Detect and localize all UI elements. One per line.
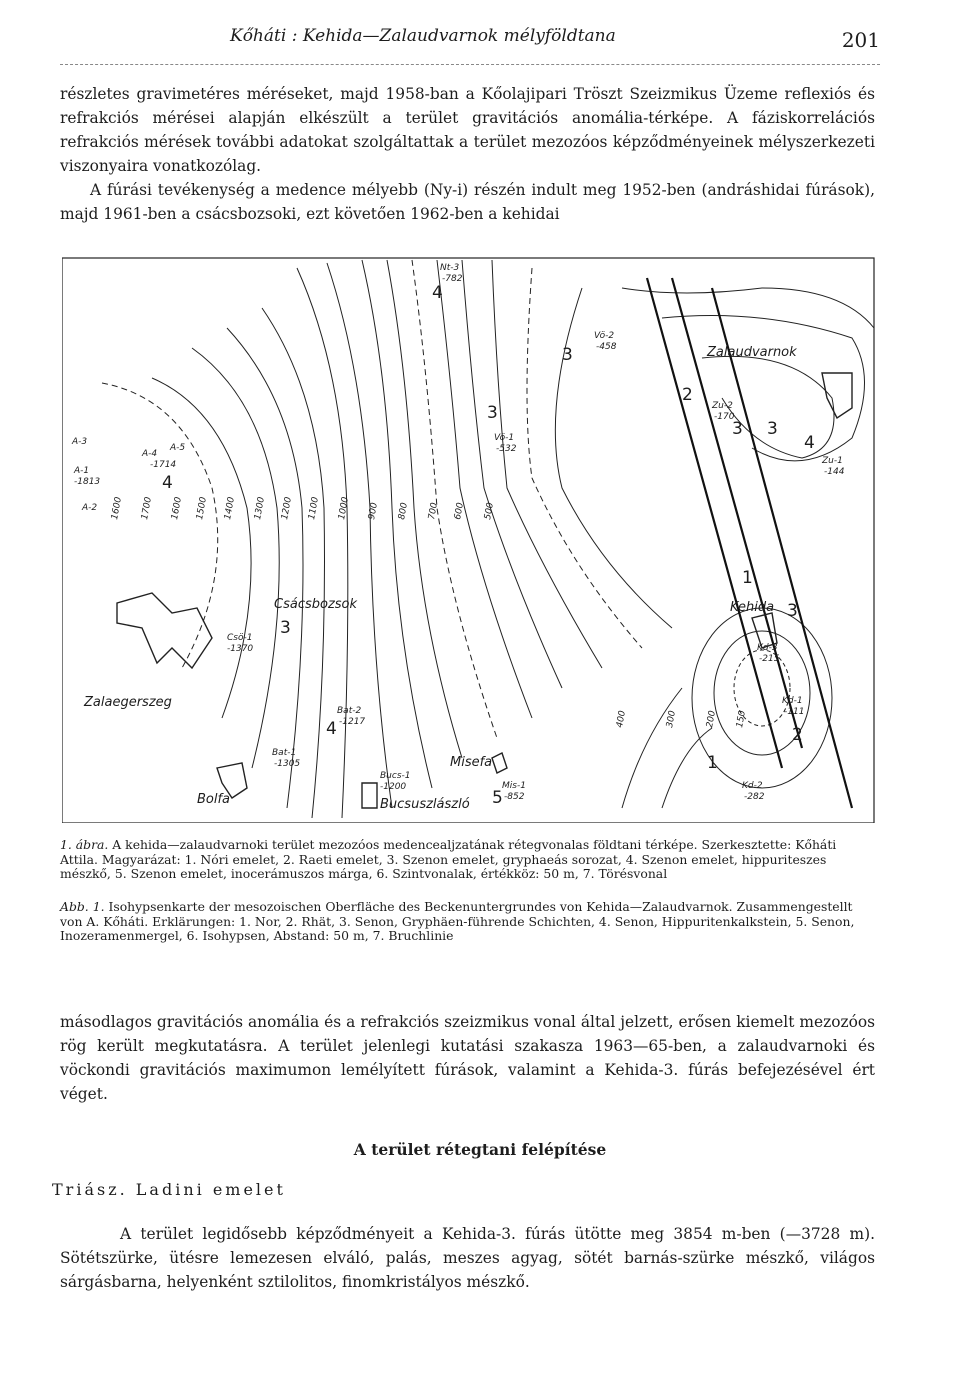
well-label: Kd-3: [757, 643, 778, 653]
well-label: Nt-3: [440, 263, 460, 273]
place-csacsbozsok: Csácsbozsok: [274, 597, 358, 612]
paragraph-1: részletes gravimetéres méréseket, majd 1958-ban a Kőolajipari Tröszt Szeizmikus Üzeme reflexiós és refrakciós mérései alapján elkészült a terület gravitációs anomália-térképe. A fáziskorrelációs refrakciós mérések további adatokat szolgáltattak a terület mezozóos képződményeinek mélyszerkezeti viszonyaira vonatkozólag.: [60, 85, 875, 175]
zone-number: 3: [562, 345, 573, 365]
well-depth: -1714: [150, 460, 177, 470]
well-depth: -1200: [380, 782, 407, 792]
well-depth: -782: [442, 274, 463, 284]
place-kehida: Kehida: [730, 600, 775, 615]
isoline-label: 1600: [110, 496, 124, 521]
figure-caption-de: [60, 900, 875, 944]
isoline-label: 1700: [140, 496, 154, 521]
well-label: Bat-1: [272, 748, 297, 758]
well-depth: -532: [496, 444, 517, 454]
isoline-label: 900: [367, 501, 380, 521]
caption-text: Isohypsenkarte der mesozoischen Oberfläche des Beckenuntergrundes von Kehida—Zalaudvarnok. Zusammengestellt von A. Kőháti. Erklärungen: 1. Nor, 2. Rhät, 3. Senon, Gryphäen-führende Schichten, 4. Senon, Hippuritenkalkstein, 5. Senon, Inozeramenmergel, 6. Isohypsen, Abstand: 50 m, 7. Bruchlinie: [60, 899, 855, 943]
isoline-label: 1100: [307, 496, 321, 521]
zone-number: 3: [787, 601, 798, 621]
isoline-label: 1300: [253, 496, 267, 521]
place-zalaudvarnok: Zalaudvarnok: [707, 345, 797, 360]
well-labels: [71, 263, 845, 802]
well-depth: -458: [596, 342, 617, 352]
isoline-label: 1600: [170, 496, 184, 521]
isoline-label: 400: [615, 709, 628, 729]
well-label: Zu-2: [712, 401, 733, 411]
header-rule: [60, 64, 880, 65]
isoline-label: 1200: [280, 496, 294, 521]
isoline-labels: [110, 496, 748, 729]
well-label: Kd-1: [782, 696, 803, 706]
zone-number: 3: [280, 618, 291, 638]
zone-number: 3: [487, 403, 498, 423]
well-depth: -1217: [339, 717, 366, 727]
well-depth: -144: [824, 467, 845, 477]
page-number: 201: [841, 28, 880, 52]
map-frame: [62, 258, 874, 823]
figure-label: Abb. 1.: [60, 899, 105, 914]
section-title: A terület rétegtani felépítése: [353, 1140, 607, 1159]
well-depth: -111: [784, 707, 805, 717]
subsection-title: Triász. Ladini emelet: [52, 1180, 286, 1199]
zone-number: 4: [162, 473, 173, 493]
isoline-label: 800: [397, 501, 410, 521]
isoline-label: 1400: [223, 496, 237, 521]
well-label: A-4: [142, 449, 158, 459]
zone-number: 1: [742, 568, 753, 588]
zone-numbers: [162, 283, 815, 808]
well-label: A-2: [82, 503, 98, 513]
isoline-label: 150: [735, 709, 748, 729]
well-depth: -1370: [227, 644, 254, 654]
isohypse-map: [62, 248, 877, 823]
zone-number: 5: [492, 788, 503, 808]
well-label: A-1: [74, 466, 90, 476]
zone-number: 4: [804, 433, 815, 453]
well-label: Bucs-1: [380, 771, 411, 781]
paragraph-4: A terület legidősebb képződményeit a Kehida-3. fúrás ütötte meg 3854 m-ben (—3728 m). Sötétszürke, ütésre lemezesen elváló, palás, meszes agyag, sötét barnás-szürke mészkő, világos sárgásbarna, helyenként sztilolitos, finomkristályos mészkő.: [60, 1225, 875, 1291]
zone-number: 1: [707, 753, 718, 773]
well-label: Zu-1: [822, 456, 843, 466]
place-bolfa: Bolfa: [197, 792, 231, 807]
isoline-label: 700: [427, 501, 440, 521]
isoline-label: 200: [705, 709, 718, 729]
well-depth: -1305: [274, 759, 301, 769]
isoline-label: 600: [453, 501, 466, 521]
well-label: Vö-2: [594, 331, 615, 341]
isoline-label: 1500: [195, 496, 209, 521]
well-label: Csö-1: [227, 633, 253, 643]
well-depth: -215: [759, 654, 780, 664]
well-label: Bat-2: [337, 706, 362, 716]
well-label: A-5: [170, 443, 186, 453]
isoline-label: 300: [665, 709, 678, 729]
zone-number: 2: [682, 385, 693, 405]
well-label: Vö-1: [494, 433, 515, 443]
place-misefa: Misefa: [450, 755, 493, 770]
well-depth: -1813: [74, 477, 101, 487]
isoline-label: 1000: [337, 496, 351, 521]
zone-number: 4: [432, 283, 443, 303]
zone-number: 4: [326, 719, 337, 739]
page-header: [60, 20, 880, 60]
well-label: Kd-2: [742, 781, 763, 791]
well-depth: -170: [714, 412, 735, 422]
well-depth: -852: [504, 792, 525, 802]
well-label: A-3: [72, 437, 88, 447]
paragraph-3: másodlagos gravitációs anomália és a refrakciós szeizmikus vonal által jelzett, erősen kiemelt mezozóos rög került megkutatásra. A terület jelenlegi kutatási szakasza 1963—65-ben, a zalaudvarnoki és vöckondi gravitációs maximumon lemélyített fúrások, valamint a Kehida-3. fúrás befejezésével ért véget.: [60, 1013, 875, 1103]
running-title: Kőháti : Kehida—Zalaudvarnok mélyföldtana: [230, 26, 616, 46]
place-zalaegerszeg: Zalaegerszeg: [84, 695, 172, 710]
well-depth: -282: [744, 792, 765, 802]
isohypse-lines: [102, 260, 874, 818]
paragraph-2: A fúrási tevékenység a medence mélyebb (Ny-i) részén indult meg 1952-ben (andráshidai fúrások), majd 1961-ben a csácsbozsoki, ezt követően 1962-ben a kehidai: [60, 181, 875, 223]
caption-text: A kehida—zalaudvarnoki terület mezozóos medencealjzatának rétegvonalas földtani térképe. Szerkesztette: Kőháti Attila. Magyarázat: 1. Nóri emelet, 2. Raeti emelet, 3. Szenon emelet, gryphaeás sorozat, 4. Szenon emelet, hippuriteszes mészkő, 5. Szenon emelet, inocerámuszos márga, 6. Szintvonalak, értékköz: 50 m, 7. Törésvonal: [60, 837, 837, 881]
zone-number: 3: [732, 419, 743, 439]
figure-caption-hu: [60, 838, 875, 882]
place-bucsuszentlaszlo: Bucsuszlászló: [380, 797, 470, 812]
well-label: Mis-1: [502, 781, 526, 791]
zone-number: 3: [767, 419, 778, 439]
zone-number: 2: [792, 725, 803, 745]
figure-label: 1. ábra.: [60, 837, 109, 852]
isoline-label: 500: [483, 501, 496, 521]
